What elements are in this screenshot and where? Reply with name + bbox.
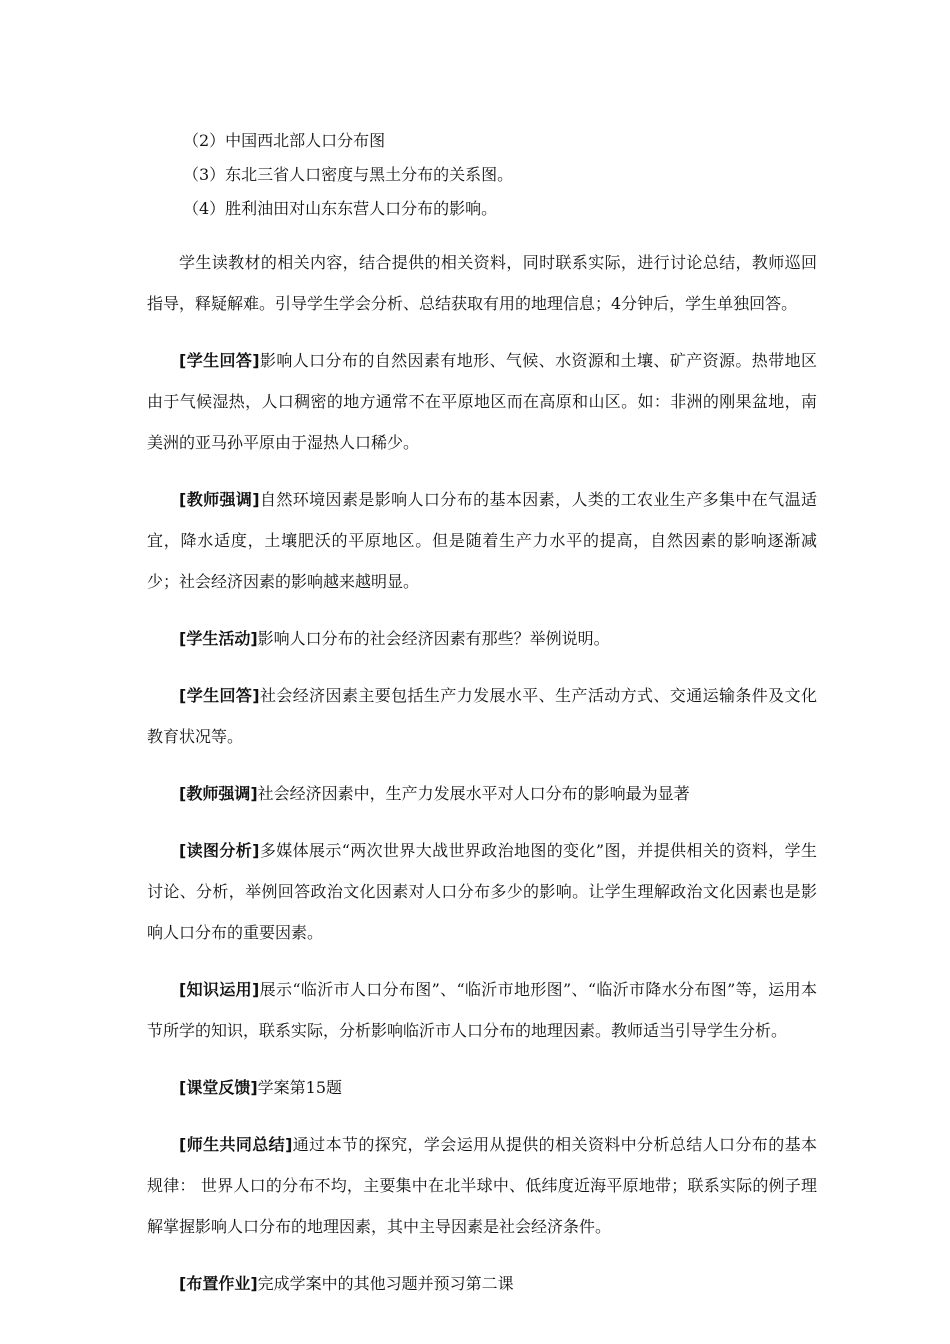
section-student-answer-2 [147, 675, 817, 757]
section-tag: [师生共同总结] [179, 1135, 293, 1154]
section-text: 社会经济因素中，生产力发展水平对人口分布的影响最为显著 [257, 784, 690, 803]
document-body [147, 124, 817, 1306]
section-class-feedback [147, 1067, 817, 1108]
section-tag: [布置作业] [179, 1274, 258, 1293]
section-teacher-emphasis-1 [147, 479, 817, 602]
section-knowledge-application [147, 969, 817, 1051]
section-student-activity [147, 618, 817, 659]
section-text: 完成学案中的其他习题并预习第二课 [257, 1274, 514, 1293]
list-item: （2）中国西北部人口分布图 [183, 131, 386, 150]
section-tag: [课堂反馈] [179, 1078, 258, 1097]
section-tag: [读图分析] [179, 841, 260, 860]
section-text: 影响人口分布的社会经济因素有那些？举例说明。 [257, 629, 610, 648]
section-text: 学案第15题 [257, 1078, 343, 1097]
section-tag: [知识运用] [179, 980, 260, 999]
section-tag: [学生活动] [179, 629, 258, 648]
list-item: （3）东北三省人口密度与黑土分布的关系图。 [183, 165, 514, 184]
section-text: 自然环境因素是影响人口分布的基本因素，人类的工农业生产多集中在气温适宜，降水适度，土壤肥沃的平原地区。但是随着生产力水平的提高，自然因素的影响逐渐减少；社会经济因素的影响越来越明显。 [147, 490, 817, 591]
section-tag: [学生回答] [179, 686, 260, 705]
list-item: （4）胜利油田对山东东营人口分布的影响。 [183, 199, 498, 218]
section-tag: [教师强调] [179, 784, 258, 803]
section-text: 通过本节的探究，学会运用从提供的相关资料中分析总结人口分布的基本规律： 世界人口的分布不均，主要集中在北半球中、低纬度近海平原地带；联系实际的例子理解掌握影响人口分布的地理因素，其中主导因素是社会经济条件。 [147, 1135, 817, 1236]
section-homework [147, 1263, 817, 1304]
section-tag: [学生回答] [179, 351, 260, 370]
section-student-answer-1 [147, 340, 817, 463]
section-text: 多媒体展示“两次世界大战世界政治地图的变化”图，并提供相关的资料，学生讨论、分析，举例回答政治文化因素对人口分布多少的影响。让学生理解政治文化因素也是影响人口分布的重要因素。 [147, 841, 817, 942]
section-text: 影响人口分布的自然因素有地形、气候、水资源和土壤、矿产资源。热带地区由于气候湿热，人口稠密的地方通常不在平原地区而在高原和山区。如：非洲的刚果盆地，南美洲的亚马孙平原由于湿热人口稀少。 [147, 351, 817, 452]
section-teacher-emphasis-2 [147, 773, 817, 814]
section-text: 展示“临沂市人口分布图”、“临沂市地形图”、“临沂市降水分布图”等，运用本节所学的知识，联系实际，分析影响临沂市人口分布的地理因素。教师适当引导学生分析。 [147, 980, 817, 1040]
section-joint-summary [147, 1124, 817, 1247]
section-tag: [教师强调] [179, 490, 260, 509]
intro-paragraph: 学生读教材的相关内容，结合提供的相关资料，同时联系实际，进行讨论总结，教师巡回指导，释疑解难。引导学生学会分析、总结获取有用的地理信息；4分钟后，学生单独回答。 [147, 253, 817, 313]
section-map-analysis [147, 830, 817, 953]
section-text: 社会经济因素主要包括生产力发展水平、生产活动方式、交通运输条件及文化教育状况等。 [147, 686, 817, 746]
